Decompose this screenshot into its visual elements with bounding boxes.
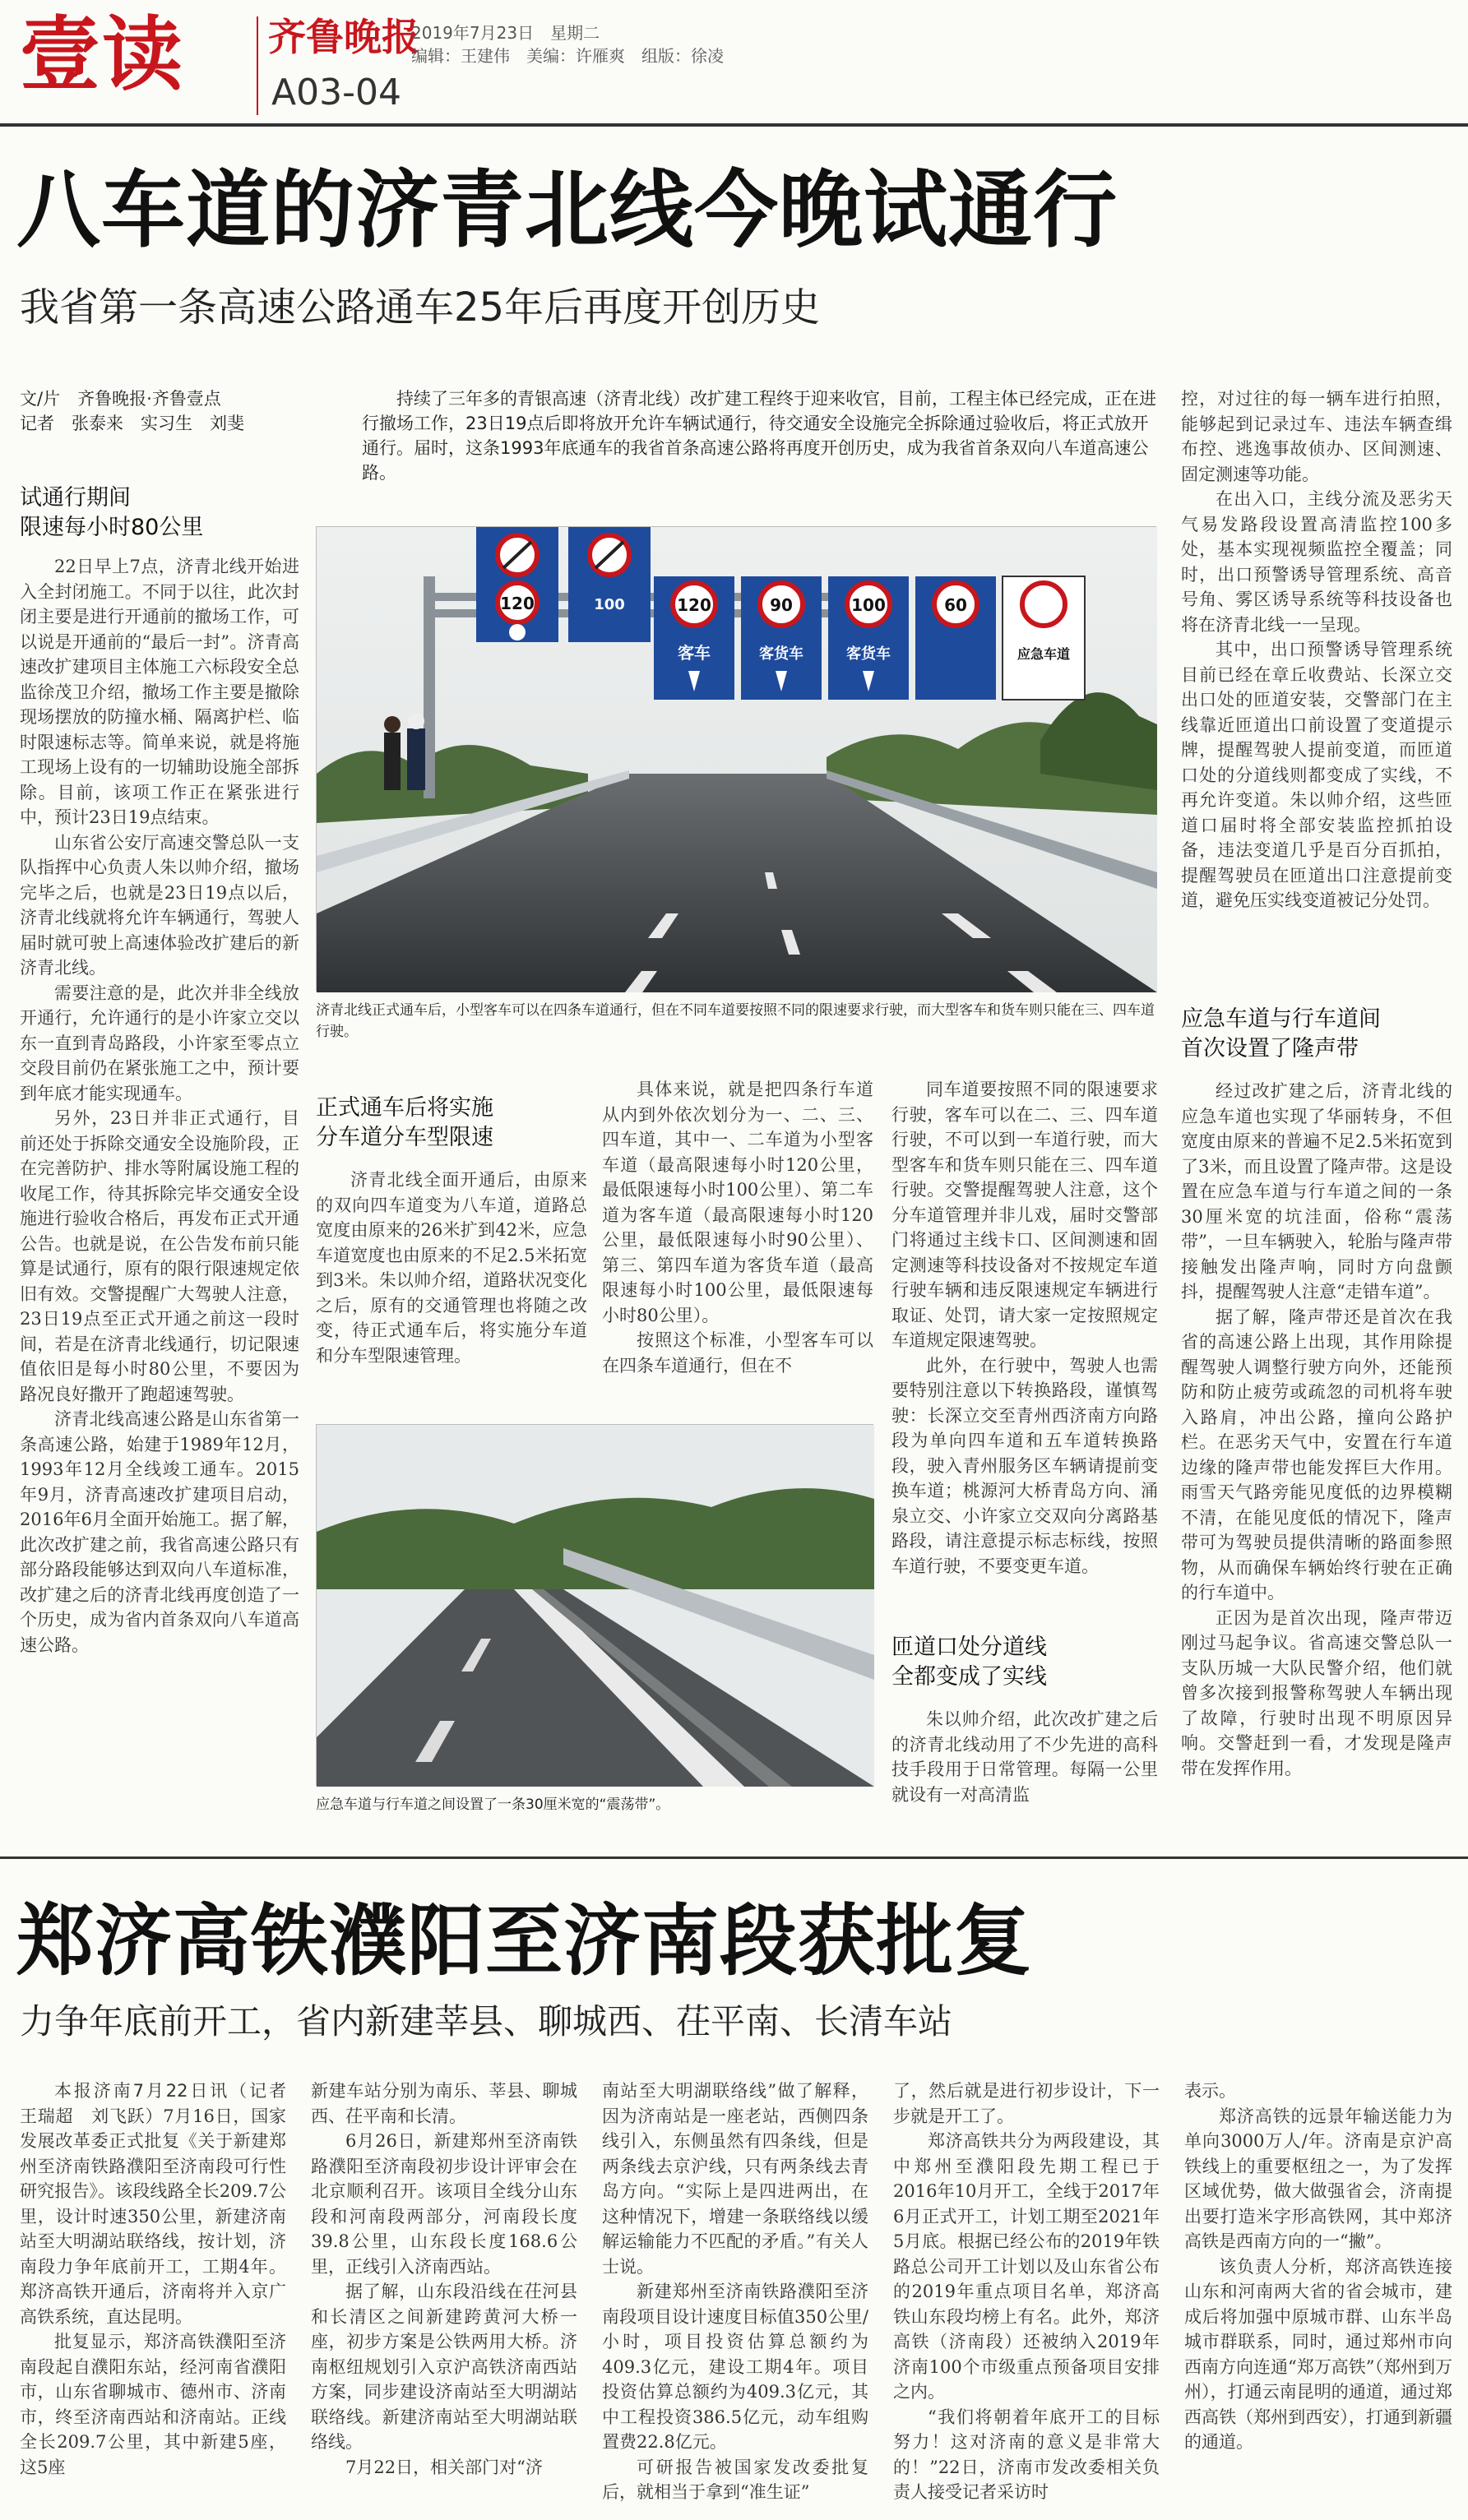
col2-subhead: 正式通车后将实施 分车道分车型限速 <box>316 1095 493 1150</box>
article1-lead: 持续了三年多的青银高速（济青北线）改扩建工程终于迎来收官，目前，工程主体已经完成，正在进行撤场工作，23日19点后即将放开允许车辆试通行，待交通安全设施完全拆除通过验收后，将正式放开通行。届时，这条1993年底通车的我省首条高速公路将再度开创历史，成为我省首条双向八车道高速公路。 <box>362 389 1156 483</box>
editor-credits: 编辑：王建伟 美编：许雁爽 组版：徐凌 <box>411 46 724 66</box>
byline-line-1: 文/片 齐鲁晚报·齐鲁壹点 <box>20 389 221 409</box>
col1-subhead: 试通行期间 限速每小时80公里 <box>20 485 204 540</box>
col4-body-top: 同车道要按照不同的限速要求行驶，客车可以在二、三、四车道行驶，不可以到一车道行驶，而大型客车和货车则只能在三、四车道行驶。交警提醒驾驶人注意，这个分车道管理并非儿戏，届时交警部门将通过主线卡口、区间测速和固定测速等科技设备对不按规定车道行驶车辆和违反限速规定车辆进行取证、处罚，请大家一定按照规定车道规定限速驾驶。 此外，在行驶中，驾驶人也需要特别注意以下转换路段，谨慎驾驶：长深立交至青州西济南方向路段为单向四车道和五车道转换路段，驶入青州服务区车辆请提前变换车道；桃源河大桥青岛方向、涌泉立交、小许家立交双向分离路基路段，请注意提示标志标线，按照车道行驶，不要变更车道。 <box>891 1080 1158 1576</box>
issue-date: 2019年7月23日 星期二 <box>411 23 600 43</box>
article2-col1: 本报济南7月22日讯（记者 王瑞超 刘飞跃）7月16日，国家发展改革委正式批复《关于新建郑州至济南铁路濮阳至济南段可行性研究报告》。该段线路全长209.7公里，设计时速350公里，新建济南站至大明湖站联络线，按计划，济南段力争年底前开工，工期4年。郑济高铁开通后，济南将并入京广高铁系统，直达昆明。 批复显示，郑济高铁濮阳至济南段起自濮阳东站，经河南省濮阳市，山东省聊城市、德州市、济南市，终至济南西站和济南站。正线全长209.7公里，其中新建5座，这5座 <box>20 2081 303 2477</box>
speed-sign-1: 120 <box>500 594 535 613</box>
photo-highway-signs <box>316 526 1156 992</box>
photo1-caption: 济青北线正式通车后，小型客车可以在四条车道通行，但在不同车道要按照不同的限速要求行驶，而大型客车和货车则只能在三、四车道行驶。 <box>316 1002 1155 1040</box>
col3-body: 具体来说，就是把四条行车道从内到外依次划分为一、二、三、四车道，其中一、二车道为小型客车道（最高限速每小时120公里，最低限速每小时100公里）、第二车道为客车道（最高限速每小时120公里，最低限速每小时90公里）、第三、第四车道为客货车道（最高限速每小时100公里，最低限速每小时80公里）。 按照这个标准，小型客车可以在四条车道通行，但在不 <box>602 1080 873 1376</box>
col5-body-top: 控，对过往的每一辆车进行拍照，能够起到记录过车、违法车辆查缉布控、逃逸事故侦办、区间测速、固定测速等功能。 在出入口，主线分流及恶劣天气易发路段设置高清监控100多处，基本实现视频监控全覆盖；同时，出口预警诱导管理系统、高音号角、雾区诱导系统等科技设备也将在济青北线一一呈现。 其中，出口预警诱导管理系统目前已经在章丘收费站、长深立交出口处的匝道安装，交警部门在主线靠近匝道出口前设置了变道提示牌，提醒驾驶人提前变道，而匝道口处的分道线则都变成了实线，不再允许变道。朱以帅介绍，这些匝道口届时将全部安装监控抓拍设备，违法变道几乎是百分百抓拍，提醒驾驶员在匝道出口注意提前变道，避免压实线变道被记分处罚。 <box>1181 389 1452 910</box>
article1-headline: 八车道的济青北线今晚试通行 <box>16 162 1118 260</box>
article2-subheadline: 力争年底前开工，省内新建莘县、聊城西、茌平南、长清车站 <box>20 2001 953 2041</box>
speed-sign-2: 100 <box>594 596 625 613</box>
speed-sign-4: 90 <box>770 595 793 615</box>
col4-subhead: 匝道口处分道线 全都变成了实线 <box>891 1635 1047 1690</box>
photo2-caption: 应急车道与行车道之间设置了一条30厘米宽的“震荡带”。 <box>316 1796 670 1813</box>
article1-col1 <box>20 483 299 1861</box>
speed-sign-6: 60 <box>944 595 967 615</box>
article2-col5: 表示。 郑济高铁的远景年输送能力为单向3000万人/年。济南是京沪高铁线上的重要枢纽之一，为了发挥区域优势，做大做强省会，济南提出要打造米字形高铁网，其中郑济高铁是西南方向的一“撇”。 该负责人分析，郑济高铁连接山东和河南两大省的省会城市，建成后将加强中原城市群、山东半岛城市群联系，同时，通过郑州市向西南方向连通“郑万高铁”（郑州到万州），打通云南昆明的通道，通过郑西高铁（郑州到西安），打通到新疆的通道。 <box>1184 2081 1452 2452</box>
lane-sign-car: 客车 <box>678 643 711 663</box>
article2-headline: 郑济高铁濮阳至济南段获批复 <box>16 1897 1033 1986</box>
masthead-separator <box>257 16 258 115</box>
lane-sign-bus: 客货车 <box>759 645 803 663</box>
article1-col3 <box>602 1077 873 1406</box>
col2-body: 济青北线全面开通后，由原来的双向四车道变为八车道，道路总宽度由原来的26米扩到42米，应急车道宽度也由原来的不足2.5米拓宽到3米。朱以帅介绍，道路状况变化之后，原有的交通管理也将随之改变，待正式通车后，将实施分车道和分车型限速管理。 <box>316 1170 587 1366</box>
article1-byline <box>20 386 299 436</box>
article1-subheadline: 我省第一条高速公路通车25年后再度开创历史 <box>20 284 821 331</box>
article1-col2 <box>316 1094 587 1406</box>
page-number: A03-04 <box>271 72 401 113</box>
emergency-lane-sign: 应急车道 <box>1016 646 1071 662</box>
article-divider <box>0 1856 1468 1859</box>
photo-rumble-strip <box>316 1424 873 1786</box>
article1-col5 <box>1181 386 1452 1827</box>
col5-subhead: 应急车道与行车道间 首次设置了隆声带 <box>1181 1006 1381 1061</box>
paper-name: 齐鲁晚报 <box>268 15 419 59</box>
article2-col4: 了，然后就是进行初步设计，下一步就是开工了。 郑济高铁共分为两段建设，其中郑州至濮阳段先期工程已于2016年10月开工，全线于2017年6月正式开工，计划工期至2021年5月底。根据已经公布的2019年铁路总公司开工计划以及山东省公布的2019年重点项目名单，郑济高铁山东段均榜上有名。此外，郑济高铁（济南段）还被纳入2019年济南100个市级重点预备项目安排之内。 “我们将朝着年底开工的目标努力！这对济南的意义是非常大的！”22日，济南市发改委相关负责人接受记者采访时 <box>893 2081 1160 2502</box>
lane-sign-truck: 客货车 <box>846 645 891 663</box>
article2-col2: 新建车站分别为南乐、莘县、聊城西、茌平南和长清。 6月26日，新建郑州至济南铁路濮阳至济南段初步设计评审会在北京顺利召开。该项目全线分山东段和河南段两部分，河南段长度39.8公里，山东段长度168.6公里，正线引入济南西站。 据了解，山东段沿线在茌河县和长清区之间新建跨黄河大桥一座，初步方案是公铁两用大桥。济南枢纽规划引入京沪高铁济南西站方案，同步建设济南站至大明湖站联络线。新建济南站至大明湖站联络线。 7月22日，相关部门对“济 <box>311 2081 577 2477</box>
article1-col4 <box>891 1077 1158 1814</box>
section-logo: 壹读 <box>20 8 185 102</box>
speed-sign-3: 120 <box>677 595 711 615</box>
article2-byline: 本报济南7月22日讯（记者 王瑞超 刘飞跃） <box>20 2081 303 2126</box>
speed-sign-5: 100 <box>851 595 886 615</box>
article2-col3: 南站至大明湖联络线”做了解释，因为济南站是一座老站，西侧四条线引入，东侧虽然有四条线，但是两条线去京沪线，只有两条线去青岛方向。“实际上是四进两出，在这种情况下，增建一条联络线以缓解运输能力不匹配的矛盾。”有关人士说。 新建郑州至济南铁路濮阳至济南段项目设计速度目标值350公里/小时，项目投资估算总额约为409.3亿元，建设工期4年。项目投资估算总额约为409.3亿元，其中工程投资386.5亿元，动车组购置费22.8亿元。 可研报告被国家发改委批复后，就相当于拿到“准生证” <box>602 2081 868 2502</box>
col1-body: 22日早上7点，济青北线开始进入全封闭施工。不同于以往，此次封闭主要是进行开通前的撤场工作，可以说是开通前的“最后一封”。济青高速改扩建项目主体施工六标段安全总监徐茂卫介绍，撤场工作主要是撤除现场摆放的防撞水桶、隔离护栏、临时限速标志等。简单来说，就是将施工现场上设有的一切辅助设施全部拆除。目前，该项工作正在紧张进行中，预计23日19点结束。 山东省公安厅高速交警总队一支队指挥中心负责人朱以帅介绍，撤场完毕之后，也就是23日19点以后，济青北线就将允许车辆通行，驾驶人届时就可驶上高速体验改扩建后的新济青北线。 需要注意的是，此次并非全线放开通行，允许通行的是小许家立交以东一直到青岛路段，小许家至零点立交段目前仍在紧张施工之中，预计要到年底才能实现通车。 另外，23日并非正式通行，目前还处于拆除交通安全设施阶段，正在完善防护、排水等附属设施工程的收尾工作，待其拆除完毕交通安全设施进行验收合格后，再发布正式开通公告。也就是说，在公告发布前只能算是试通行，原有的限行限速规定依旧有效。交警提醒广大驾驶人注意，23日19点至正式开通之前这一段时间，若是在济青北线通行，切记限速值依旧是每小时80公里，不要因为路况良好撒开了跑超速驾驶。 济青北线高速公路是山东省第一条高速公路，始建于1989年12月，1993年12月全线竣工通车。2015年9月，济青高速改扩建项目启动，2016年6月全面开始施工。据了解，此次改扩建之前，我省高速公路只有部分路段能够达到双向八车道标准，改扩建之后的济青北线再度创造了一个历史，成为省内首条双向八车道高速公路。 <box>20 557 299 1655</box>
byline-line-2: 记者 张泰来 实习生 刘斐 <box>20 414 244 433</box>
col4-body-bottom: 朱以帅介绍，此次改扩建之后的济青北线动用了不少先进的高科技手段用于日常管理。每隔一公里就设有一对高清监 <box>891 1709 1158 1805</box>
col5-body-bottom: 经过改扩建之后，济青北线的应急车道也实现了华丽转身，不但宽度由原来的普遍不足2.5米拓宽到了3米，而且设置了隆声带。这是设置在应急车道与行车道之间的一条30厘米宽的坑洼面，俗称“震荡带”，一旦车辆驶入，轮胎与隆声带接触发出隆声响，同时方向盘颤抖，提醒驾驶人注意“走错车道”。 据了解，隆声带还是首次在我省的高速公路上出现，其作用除提醒驾驶人调整行驶方向外，还能预防和防止疲劳或疏忽的司机将车驶入路肩，冲出公路，撞向公路护栏。在恶劣天气中，安置在行车道边缘的隆声带也能发挥巨大作用。雨雪天气路旁能见度低的边界模糊不清，在能见度低的情况下，隆声带可为驾驶员提供清晰的路面参照物，从而确保车辆始终行驶在正确的行车道中。 正因为是首次出现，隆声带迈刚过马起争议。省高速交警总队一支队历城一大队民警介绍，他们就曾多次接到报警称驾驶人车辆出现了故障，行驶时出现不明原因异响。交警赶到一看，才发现是隆声带在发挥作用。 <box>1181 1081 1452 1778</box>
masthead-rule <box>0 123 1468 127</box>
